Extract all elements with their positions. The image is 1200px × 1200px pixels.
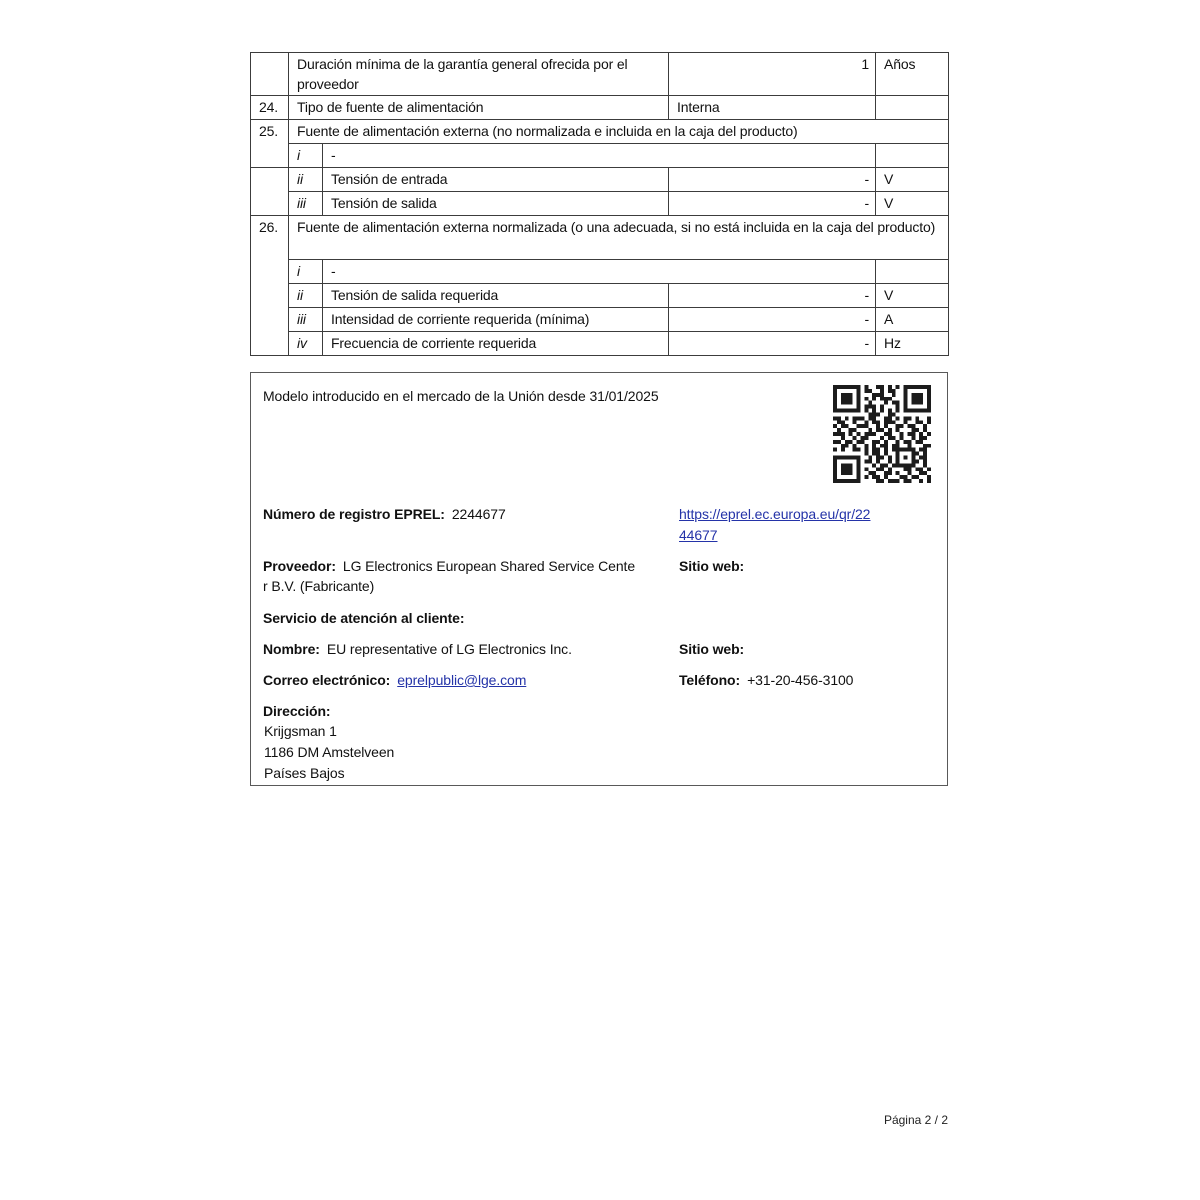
service-website-label: Sitio web: xyxy=(679,641,745,657)
provider xyxy=(263,556,671,596)
row-label: Tensión de salida xyxy=(323,192,669,216)
eprel-link-line2[interactable]: 44677 xyxy=(679,527,718,543)
address-line-3: Países Bajos xyxy=(264,765,345,781)
qr-code xyxy=(833,385,931,483)
table-row-25-i xyxy=(251,144,949,168)
row-unit xyxy=(876,260,949,284)
service-email xyxy=(263,670,526,690)
name-value: EU representative of LG Electronics Inc. xyxy=(326,641,572,657)
email-label: Correo electrónico: xyxy=(263,672,391,688)
row-roman: iv xyxy=(289,332,323,356)
row-label: - xyxy=(323,144,876,168)
eprel-info-box xyxy=(250,372,948,786)
table-row-25-header xyxy=(251,120,949,144)
phone-label: Teléfono: xyxy=(679,672,741,688)
table-row-26-iii xyxy=(251,308,949,332)
eprel-number: 2244677 xyxy=(451,506,506,522)
row-label: Fuente de alimentación externa (no normalizada e incluida en la caja del producto) xyxy=(289,120,949,144)
row-label: Tensión de salida requerida xyxy=(323,284,669,308)
customer-service-heading: Servicio de atención al cliente: xyxy=(263,610,465,626)
eprel-link-line1[interactable]: https://eprel.ec.europa.eu/qr/22 xyxy=(679,506,871,522)
row-label: - xyxy=(323,260,876,284)
row-roman: iii xyxy=(289,192,323,216)
row-value: - xyxy=(669,284,876,308)
row-number xyxy=(251,168,289,216)
address-line-1: Krijgsman 1 xyxy=(264,723,337,739)
provider-label: Proveedor: xyxy=(263,558,336,574)
row-number: 26. xyxy=(251,216,289,356)
eprel-qr-link[interactable] xyxy=(679,504,937,545)
eprel-registration xyxy=(263,504,506,524)
table-row-26-i xyxy=(251,260,949,284)
table-row-25-iii xyxy=(251,192,949,216)
row-unit: V xyxy=(876,192,949,216)
row-label: Duración mínima de la garantía general ofrecida por el proveedor xyxy=(289,53,669,96)
table-row-26-ii xyxy=(251,284,949,308)
phone-value: +31-20-456-3100 xyxy=(747,672,854,688)
row-number: 25. xyxy=(251,120,289,168)
row-value: - xyxy=(669,168,876,192)
address-label: Dirección: xyxy=(263,703,331,719)
table-row-26-header xyxy=(251,216,949,260)
row-roman: i xyxy=(289,144,323,168)
table-row-25-ii xyxy=(251,168,949,192)
row-unit xyxy=(876,144,949,168)
table-row-26-iv xyxy=(251,332,949,356)
row-label: Tipo de fuente de alimentación xyxy=(289,96,669,120)
row-unit: A xyxy=(876,308,949,332)
row-value: - xyxy=(669,308,876,332)
row-roman: i xyxy=(289,260,323,284)
service-name xyxy=(263,639,572,659)
row-unit: Años xyxy=(876,53,949,96)
table-row-24 xyxy=(251,96,949,120)
row-value: 1 xyxy=(669,53,876,96)
row-value: Interna xyxy=(669,96,876,120)
row-label: Fuente de alimentación externa normalizada (o una adecuada, si no está incluida en la caja del producto) xyxy=(289,216,949,260)
row-unit: Hz xyxy=(876,332,949,356)
model-market-date: Modelo introducido en el mercado de la Unión desde 31/01/2025 xyxy=(263,388,659,404)
product-fiche-table xyxy=(250,52,949,356)
row-number xyxy=(251,53,289,96)
row-unit: V xyxy=(876,168,949,192)
service-phone xyxy=(679,670,853,690)
row-number: 24. xyxy=(251,96,289,120)
page-indicator: Página 2 / 2 xyxy=(883,1113,948,1127)
row-label: Intensidad de corriente requerida (mínima) xyxy=(323,308,669,332)
name-label: Nombre: xyxy=(263,641,320,657)
row-value: - xyxy=(669,192,876,216)
row-label: Tensión de entrada xyxy=(323,168,669,192)
provider-name-line2: r B.V. (Fabricante) xyxy=(263,578,375,594)
table-row-warranty xyxy=(251,53,949,96)
row-value: - xyxy=(669,332,876,356)
row-roman: ii xyxy=(289,284,323,308)
email-link[interactable]: eprelpublic@lge.com xyxy=(397,672,527,688)
row-roman: iii xyxy=(289,308,323,332)
row-unit: V xyxy=(876,284,949,308)
provider-website-label: Sitio web: xyxy=(679,558,745,574)
row-label: Frecuencia de corriente requerida xyxy=(323,332,669,356)
eprel-label: Número de registro EPREL: xyxy=(263,506,445,522)
provider-name-line1: LG Electronics European Shared Service Cente xyxy=(342,558,636,574)
address-line-2: 1186 DM Amstelveen xyxy=(264,744,395,760)
row-unit xyxy=(876,96,949,120)
row-roman: ii xyxy=(289,168,323,192)
